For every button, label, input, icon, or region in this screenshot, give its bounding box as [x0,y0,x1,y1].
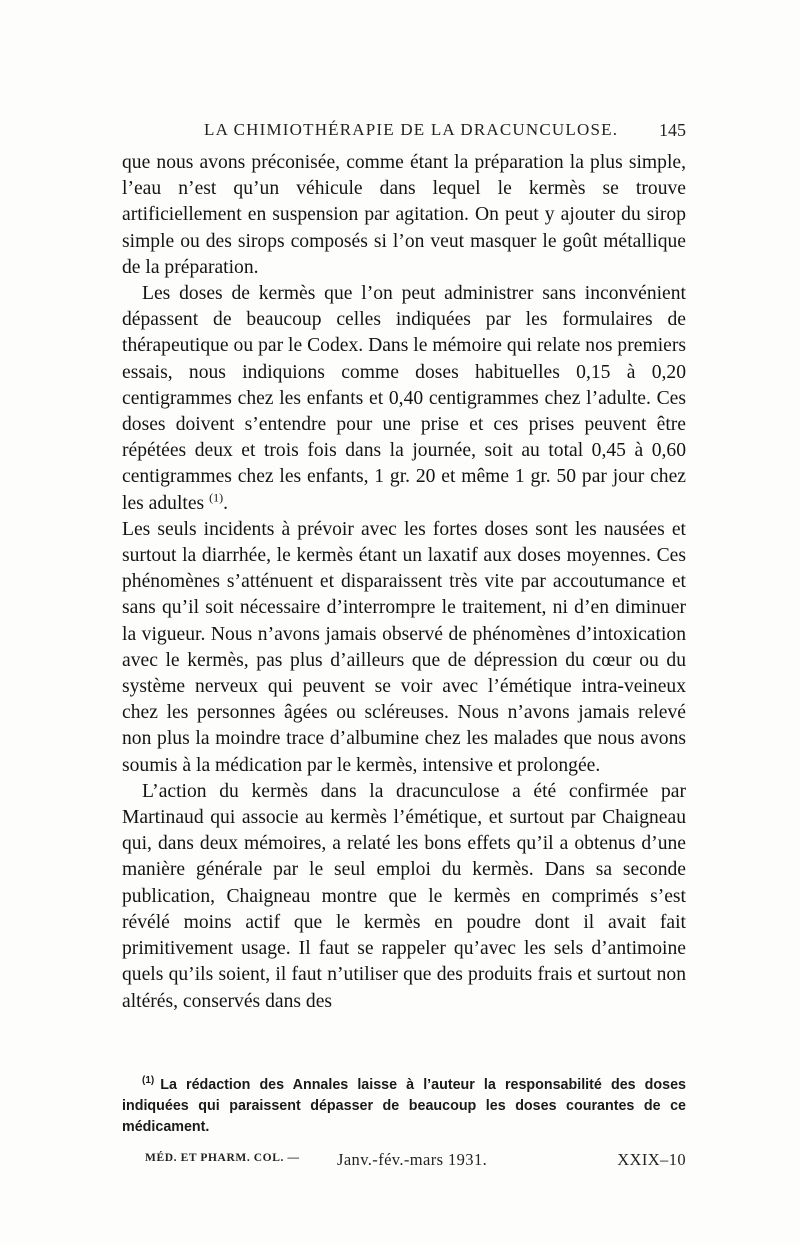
footnote-marker: (1) [142,1075,155,1087]
journal-abbreviation: MÉD. ET PHARM. COL. — [145,1152,300,1164]
footnote-text: La rédaction des Annales laisse à l’auteur la responsabilité des doses indiquées qui paraissent dépasser de beaucoup les doses courantes de ce médicament. [122,1077,686,1135]
paragraph-continuation: que nous avons préconisée, comme étant la préparation la plus simple, l’eau n’est qu’un véhicule dans lequel le kermès se trouve artificiellement en suspension par agitation. On peut y ajouter du sirop simple ou des sirops composés si l’on veut masquer le goût métallique de la préparation. [122,152,686,278]
running-head [122,120,686,146]
signature-mark: XXIX–10 [617,1150,686,1169]
imprint-line [145,1150,686,1172]
paragraph-incidents: Les seuls incidents à prévoir avec les fortes doses sont les nausées et surtout la diarrhée, le kermès étant un laxatif aux doses moyennes. Ces phénomènes s’atténuent et disparaissent très vite par accoutumance et sans qu’il soit nécessaire d’interrompre le traitement, ni d’en diminuer la vigueur. Nous n’avons jamais observé de phénomènes d’intoxication avec le kermès, pas plus d’ailleurs que de dépression du cœur ou du système nerveux qui peuvent se voir avec l’émétique intra-veineux chez les personnes âgées ou scléreuses. Nous n’avons jamais relevé non plus la moindre trace d’albumine chez les malades que nous avons soumis à la médication par le kermès, intensive et prolongée. [122,518,686,776]
paragraph-doses [122,281,686,517]
running-title: LA CHIMIOTHÉRAPIE DE LA DRACUNCULOSE. [204,120,619,139]
paragraph-doses-end: . [223,492,228,514]
paragraph-doses-text: Les doses de kermès que l’on peut administrer sans inconvénient dépassent de beaucoup celles indiquées par les formulaires de thérapeutique ou par le Codex. Dans le mémoire qui relate nos premiers essais, nous indiquions comme doses habituelles 0,15 à 0,20 centigrammes chez les enfants et 0,40 centigrammes chez l’adulte. Ces doses doivent s’entendre pour une prise et ces prises peuvent être répétées deux et trois fois dans la journée, soit au total 0,45 à 0,60 centigrammes chez les enfants, 1 gr. 20 et même 1 gr. 50 par jour chez les adultes [122,283,686,514]
body-text [122,150,686,1015]
footnote-reference: (1) [209,490,224,505]
paragraph-action: L’action du kermès dans la dracunculose a été confirmée par Martinaud qui associe au kermès l’émétique, et surtout par Chaigneau qui, dans deux mémoires, a relaté les bons effets qu’il a obtenus d’une manière générale par le seul emploi du kermès. Dans sa seconde publication, Chaigneau montre que le kermès en comprimés s’est révélé moins actif que le kermès en poudre dont il avait fait primitivement usage. Il faut se rappeler qu’avec les sels d’antimoine quels qu’ils soient, il faut n’utiliser que des produits frais et surtout non altérés, conservés dans des [122,780,686,1012]
footnote [122,1075,686,1138]
issue-date: Janv.-fév.-mars 1931. [337,1150,488,1169]
page-number: 145 [659,120,686,140]
